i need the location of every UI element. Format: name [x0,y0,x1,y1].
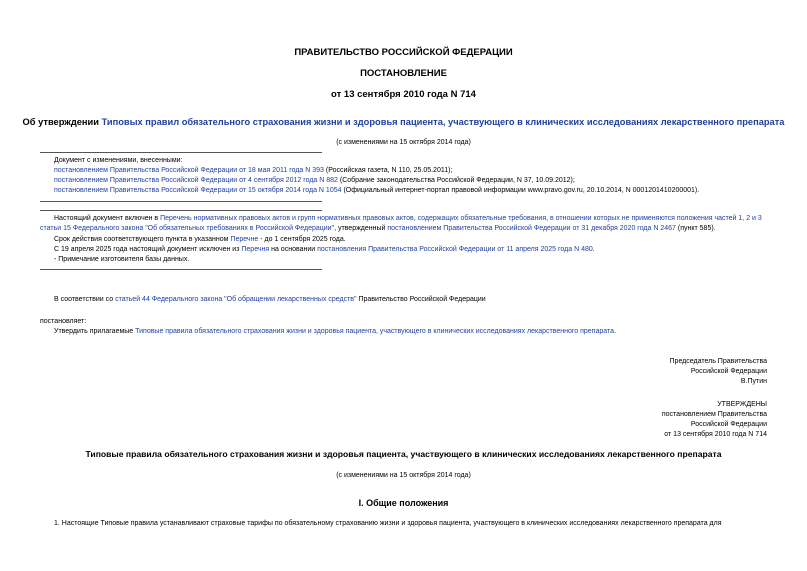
list-link[interactable]: Перечня [241,246,270,253]
database-note: - Примечание изготовителя базы данных. [54,256,190,263]
document-type-heading: ПОСТАНОВЛЕНИЕ [360,68,447,79]
notice-text: (пункт 585). [675,224,716,232]
approve-text: Утвердить прилагаемые [54,328,136,335]
divider [40,210,322,211]
approval-stamp: от 13 сентября 2010 года N 714 [664,431,767,438]
decides-text: постановляет: [40,318,87,325]
rules-paragraph-1: 1. Настоящие Типовые правила устанавливают страховые тарифы по обязательному страхованию жизни и здоровья пациента, участвующего в клинических исследованиях лекарственного препарата для [54,520,722,527]
amendment-link[interactable]: постановлением Правительства Российской Федерации от 18 мая 2011 года N 393 [54,167,324,174]
notice-text: С 19 апреля 2025 года настоящий документ исключен из [54,246,242,253]
notice-text: на основании [269,246,318,253]
notice-text: - до 1 сентября 2025 года. [258,236,346,243]
divider [40,201,322,202]
notice-text: Настоящий документ включен в [54,215,161,222]
notice-paragraph [54,235,346,244]
approval-stamp: УТВЕРЖДЕНЫ [717,401,767,408]
amendments-intro: Документ с изменениями, внесенными: [54,157,183,164]
amendment-link[interactable]: постановлением Правительства Российской Федерации от 4 сентября 2012 года N 882 [54,177,338,184]
notice-paragraph [54,245,595,254]
notice-text: , утвержденный [334,224,388,232]
document-title-prefix: Об утверждении [22,117,102,127]
authority-heading: ПРАВИТЕЛЬСТВО РОССИЙСКОЙ ФЕДЕРАЦИИ [294,47,513,58]
divider [40,152,322,153]
approval-stamp: Российской Федерации [690,421,767,428]
article-44-link[interactable]: статьей 44 Федерального закона "Об обращении лекарственных средств" [115,296,357,303]
basis-text: Правительство Российской Федерации [356,296,486,303]
approve-paragraph [54,327,616,336]
amendment-item [54,166,452,175]
section-title: I. Общие положения [358,498,449,508]
notice-text: Срок действия соответствующего пункта в указанном [54,236,231,243]
notice-text: . [592,246,595,253]
decree-480-link[interactable]: постановления Правительства Российской Федерации от 11 апреля 2025 года N 480 [317,246,593,253]
signature-name: В.Путин [740,378,767,385]
amendment-source: (Российская газета, N 110, 25.05.2011); [323,167,453,174]
basis-text: В соответствии со [54,296,116,303]
divider [40,269,322,270]
revision-note: (с изменениями на 15 октября 2014 года) [336,139,471,146]
amendment-item [54,176,575,185]
rules-revision-note: (с изменениями на 15 октября 2014 года) [336,472,471,479]
notice-paragraph [40,214,768,233]
signature-position: Российской Федерации [690,368,767,375]
signature-position: Председатель Правительства [669,358,767,365]
basis-paragraph [54,295,486,304]
document-title-link[interactable]: Типовых правил обязательного страхования жизни и здоровья пациента, участвующего в клинических исследованиях лекарственного препарата [101,117,785,127]
amendment-source: (Собрание законодательства Российской Федерации, N 37, 10.09.2012); [337,177,575,184]
approve-text: . [614,328,616,335]
exemption-list-link[interactable]: Перечень нормативных правовых актов и групп нормативных правовых актов, содержащих обязательные требования, в отношении которых не применяются положения частей 1, 2 и 3 статьи 15 Федерального закона "Об обязательных требованиях в Российской Федерации" [40,215,762,232]
standard-rules-link[interactable]: Типовые правила обязательного страхования жизни и здоровья пациента, участвующего в клинических исследованиях лекарственного препарата [135,328,615,335]
amendment-item [54,186,699,195]
decree-2467-link[interactable]: постановлением Правительства Российской Федерации от 31 декабря 2020 года N 2467 [387,224,676,232]
document-date-heading: от 13 сентября 2010 года N 714 [331,89,476,100]
list-link[interactable]: Перечне [230,236,259,243]
amendment-source: (Официальный интернет-портал правовой информации www.pravo.gov.ru, 20.10.2014, N 0001201410200001). [341,187,700,194]
rules-title: Типовые правила обязательного страхования жизни и здоровья пациента, участвующего в клинических исследованиях лекарственного препарата [85,449,722,459]
document-title [0,117,807,127]
amendment-link[interactable]: постановлением Правительства Российской Федерации от 15 октября 2014 года N 1054 [54,187,342,194]
approval-stamp: постановлением Правительства [661,411,767,418]
